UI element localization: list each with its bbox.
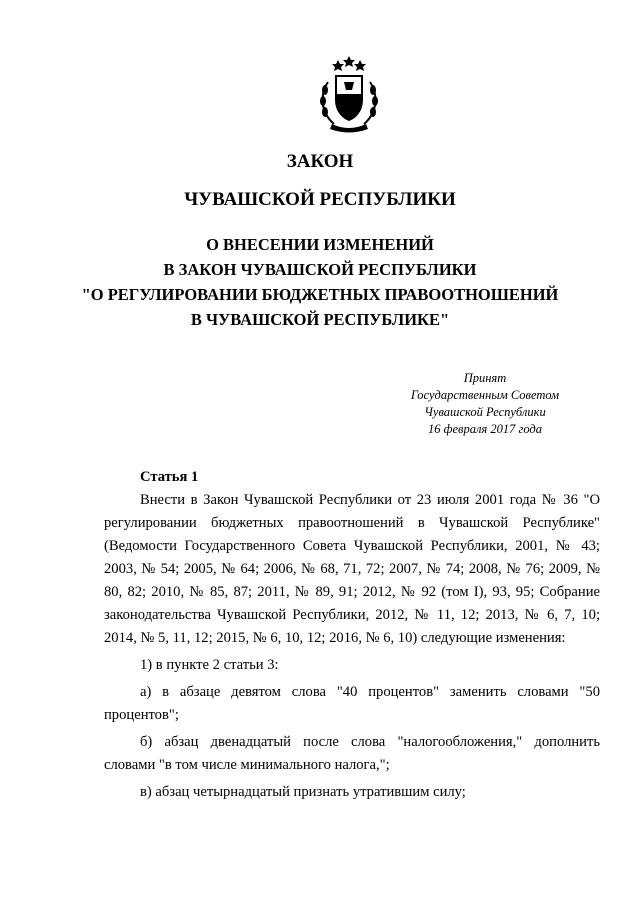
coat-of-arms-icon	[314, 54, 384, 134]
article-paragraph: Внести в Закон Чувашской Республики от 23 июля 2001 года № 36 "О регулировании бюджетных правоотношений в Чувашской Республике" (Ведомости Государственного Совета Чувашской Республики, 2001, № 43; 2003, № 54; 2005, № 64; 2006, № 68, 71, 72; 2007, № 74; 2008, № 76; 2009, № 80, 82; 2010, № 85, 87; 2011, № 89, 91; 2012, № 92 (том I), 93, 95; Собрание законодательства Чувашской Республики, 2012, № 11, 12; 2013, № 6, 7, 10; 2014, № 5, 11, 12; 2015, № 6, 10, 12; 2016, № 6, 10) следующие изменения:	[104, 492, 600, 646]
adoption-line: Чувашской Республики	[424, 405, 546, 419]
subject-line: В ЗАКОН ЧУВАШСКОЙ РЕСПУБЛИКИ	[163, 260, 477, 279]
article-paragraph: 1) в пункте 2 статьи 3:	[140, 657, 279, 673]
adoption-line: Государственным Советом	[410, 388, 560, 402]
issuing-authority-title: ЧУВАШСКОЙ РЕСПУБЛИКИ	[184, 189, 456, 210]
adoption-note	[380, 370, 590, 438]
subject-line: В ЧУВАШСКОЙ РЕСПУБЛИКЕ"	[190, 310, 450, 329]
article-heading: Статья 1	[140, 469, 199, 485]
article-body	[104, 466, 600, 804]
article-paragraph: а) в абзаце девятом слова "40 процентов" заменить словами "50 процентов";	[104, 684, 600, 723]
adoption-date: 16 февраля 2017 года	[427, 422, 543, 436]
adoption-line: Принят	[463, 371, 507, 385]
document-type-title: ЗАКОН	[286, 151, 354, 172]
article-paragraph: в) абзац четырнадцатый признать утратившим силу;	[140, 784, 466, 800]
law-subject-title	[0, 232, 640, 332]
subject-line: О ВНЕСЕНИИ ИЗМЕНЕНИЙ	[206, 235, 434, 254]
subject-line: "О РЕГУЛИРОВАНИИ БЮДЖЕТНЫХ ПРАВООТНОШЕНИЙ	[81, 285, 559, 304]
article-paragraph: б) абзац двенадцатый после слова "налогообложения," дополнить словами "в том числе минимального налога,";	[104, 734, 600, 773]
